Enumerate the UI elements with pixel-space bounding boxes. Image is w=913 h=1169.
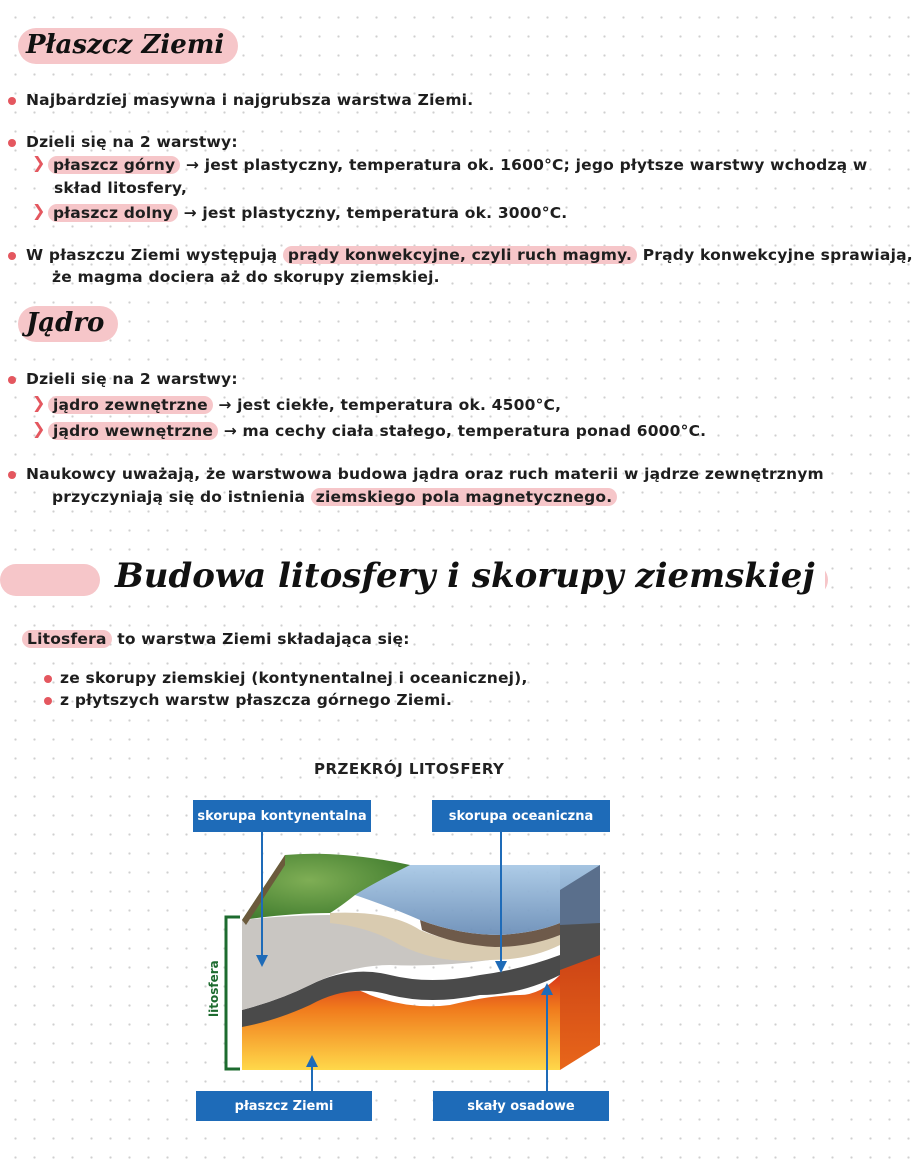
mantle-paragraph-1: Najbardziej masywna i najgrubsza warstwa Ziemi. <box>26 91 474 109</box>
lithosphere-item-2: z płytszych warstw płaszcza górnego Ziemi. <box>60 691 453 709</box>
label-sedimentary-rocks: skały osadowe <box>433 1091 609 1121</box>
lithosphere-term: Litosfera <box>22 630 112 648</box>
bullet <box>8 471 16 479</box>
bullet <box>8 139 16 147</box>
magnetic-paragraph-cont <box>52 485 617 509</box>
chevron-right-icon: ❯ <box>32 153 46 172</box>
chevron-right-icon: ❯ <box>32 419 46 438</box>
convection-text-b: Prądy konwekcyjne sprawiają, <box>642 246 913 264</box>
inner-core-item <box>48 419 706 443</box>
bullet <box>8 97 16 105</box>
lithosphere-item-1: ze skorupy ziemskiej (kontynentalnej i oceanicznej), <box>60 669 528 687</box>
lower-mantle-item <box>48 201 567 225</box>
outer-core-item <box>48 393 561 417</box>
label-continental-crust: skorupa kontynentalna <box>193 800 371 832</box>
convection-highlight: prądy konwekcyjne, czyli ruch magmy. <box>283 246 637 264</box>
inner-core-desc: → ma cechy ciała stałego, temperatura ponad 6000°C. <box>223 422 707 440</box>
lithosphere-label: litosfera <box>207 960 221 1017</box>
upper-mantle-term: płaszcz górny <box>48 156 180 174</box>
upper-mantle-desc: → jest plastyczny, temperatura ok. 1600°C; jego płytsze warstwy wchodzą w <box>185 156 868 174</box>
bullet <box>44 697 52 705</box>
mantle-paragraph-2: Dzieli się na 2 warstwy: <box>26 133 238 151</box>
chevron-right-icon: ❯ <box>32 393 46 412</box>
figure-title: PRZEKRÓJ LITOSFERY <box>314 760 505 778</box>
outer-core-desc: → jest ciekłe, temperatura ok. 4500°C, <box>218 396 562 414</box>
title-banner-left <box>0 564 100 596</box>
inner-core-term: jądro wewnętrzne <box>48 422 218 440</box>
lithosphere-title: Budowa litosfery i skorupy ziemskiej <box>105 556 825 596</box>
lithosphere-cross-section <box>190 795 610 1125</box>
lithosphere-def: to warstwa Ziemi składająca się: <box>117 630 410 648</box>
magnetic-highlight: ziemskiego pola magnetycznego. <box>311 488 618 506</box>
bullet <box>44 675 52 683</box>
outer-core-term: jądro zewnętrzne <box>48 396 213 414</box>
core-paragraph-1: Dzieli się na 2 warstwy: <box>26 370 238 388</box>
lower-mantle-term: płaszcz dolny <box>48 204 178 222</box>
upper-mantle-desc-cont: skład litosfery, <box>54 179 188 197</box>
chevron-right-icon: ❯ <box>32 201 46 220</box>
magnetic-paragraph: Naukowcy uważają, że warstwowa budowa jądra oraz ruch materii w jądrze zewnętrznym <box>26 465 824 483</box>
lithosphere-bracket <box>226 917 240 1069</box>
label-mantle: płaszcz Ziemi <box>196 1091 372 1121</box>
mantle-heading: Płaszcz Ziemi <box>18 28 238 64</box>
convection-paragraph-cont: że magma dociera aż do skorupy ziemskiej. <box>52 268 440 286</box>
bullet <box>8 252 16 260</box>
upper-mantle-item <box>48 153 867 177</box>
magnetic-text: przyczyniają się do istnienia <box>52 488 306 506</box>
lower-mantle-desc: → jest plastyczny, temperatura ok. 3000°C. <box>183 204 568 222</box>
core-heading: Jądro <box>18 306 118 342</box>
label-oceanic-crust: skorupa oceaniczna <box>432 800 610 832</box>
convection-text-a: W płaszczu Ziemi występują <box>26 246 278 264</box>
convection-paragraph <box>26 243 913 267</box>
lithosphere-definition <box>22 627 410 651</box>
bullet <box>8 376 16 384</box>
